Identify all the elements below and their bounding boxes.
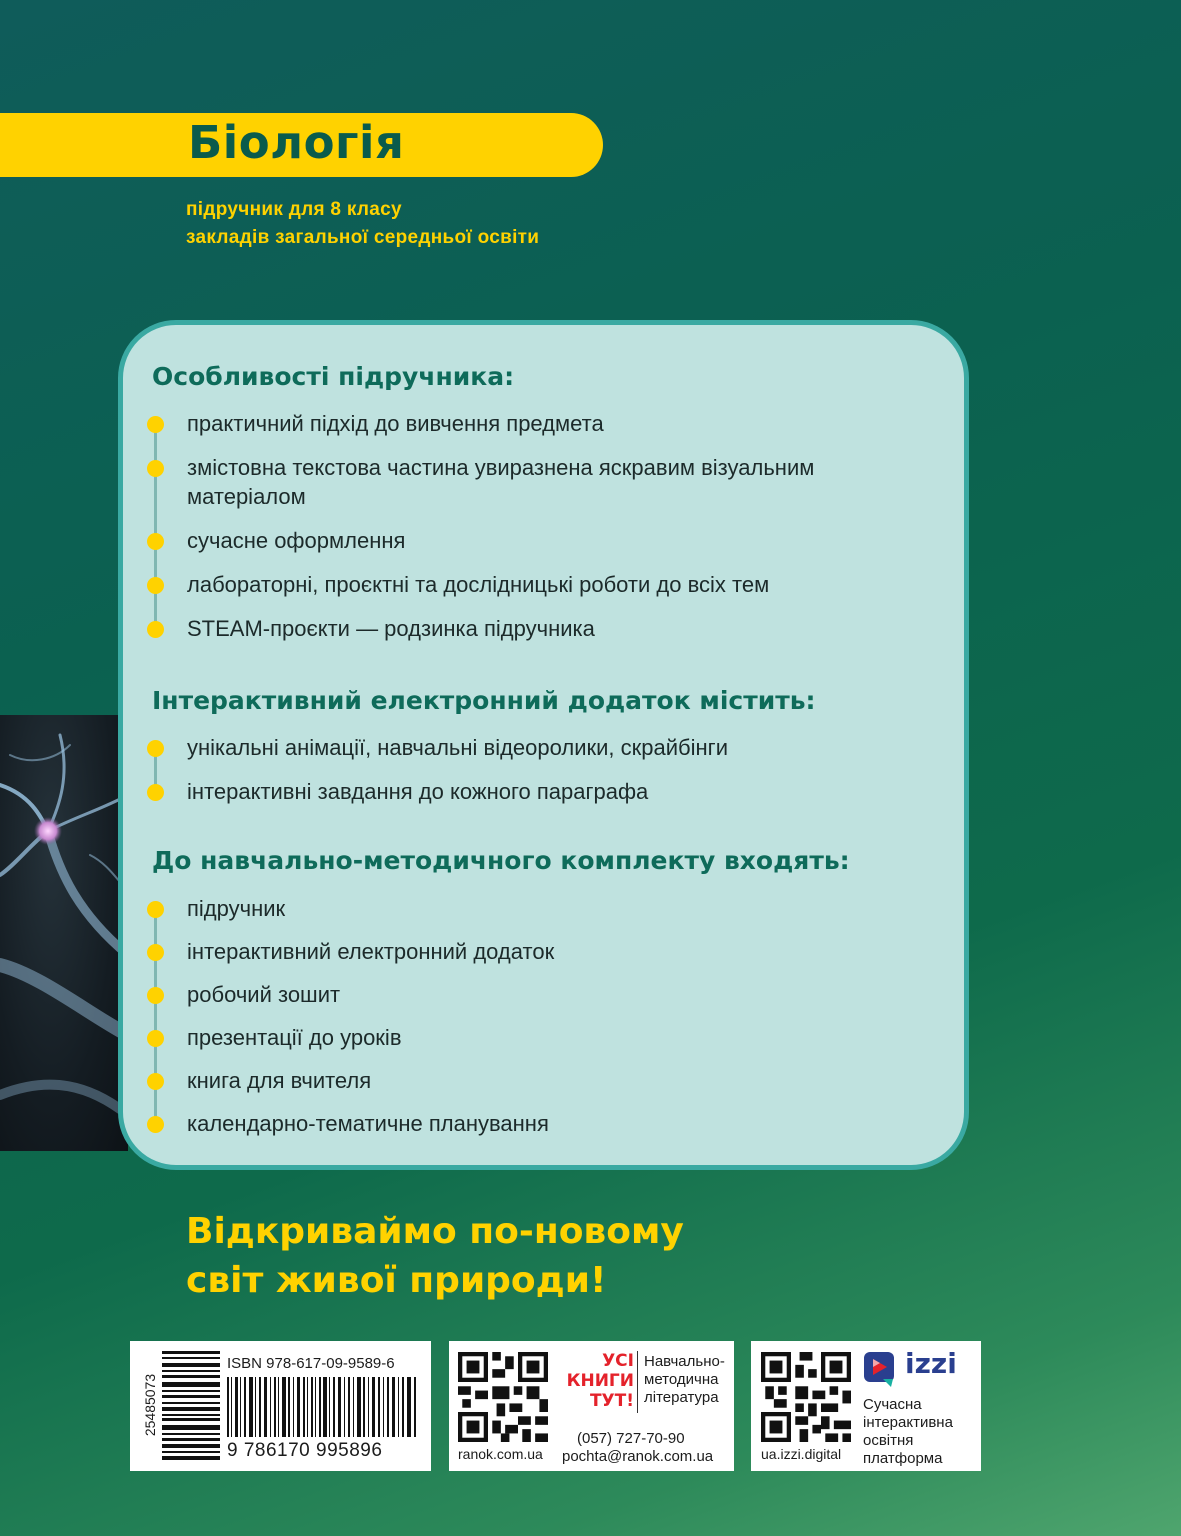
list-item: змістовна текстова частина увиразнена яскравим візуальним матеріалом	[150, 453, 850, 511]
list-item: інтерактивні завдання до кожного параграфа	[150, 777, 728, 806]
subtitle-line: закладів загальної середньої освіти	[186, 227, 540, 248]
ranok-phone: (057) 727-70-90	[577, 1430, 685, 1447]
bullet-icon	[147, 1073, 164, 1090]
interactive-heading: Інтерактивний електронний додаток містить:	[152, 686, 816, 715]
list-item: підручник	[150, 894, 554, 923]
bullet-icon	[147, 621, 164, 638]
list-item: унікальні анімації, навчальні відеоролики, скрайбінги	[150, 733, 728, 762]
barcode-side-code: 25485073	[142, 1373, 158, 1437]
ranok-label: Навчально- методична література	[644, 1353, 725, 1406]
kit-list	[150, 894, 554, 1138]
bullet-icon	[147, 1030, 164, 1047]
list-item: інтерактивний електронний додаток	[150, 937, 554, 966]
isbn-text: ISBN 978-617-09-9589-6	[227, 1355, 395, 1372]
bullet-icon	[147, 944, 164, 961]
subtitle-line: підручник для 8 класу	[186, 199, 402, 220]
bullet-icon	[147, 740, 164, 757]
list-item: робочий зошит	[150, 980, 554, 1009]
izzi-logo-icon	[863, 1351, 897, 1391]
qr-code-icon	[761, 1352, 851, 1442]
kit-heading: До навчально-методичного комплекту входять:	[152, 846, 850, 875]
barcode-number: 9 786170 995896	[227, 1440, 383, 1461]
interactive-list	[150, 733, 728, 806]
qr-code-icon	[458, 1352, 548, 1442]
bullet-icon	[147, 577, 164, 594]
ranok-box	[449, 1341, 734, 1471]
slogan	[186, 1207, 684, 1305]
bullet-icon	[147, 1116, 164, 1133]
barcode-box	[130, 1341, 431, 1471]
barcode-icon	[162, 1351, 220, 1461]
ranok-site: ranok.com.ua	[458, 1446, 543, 1462]
all-books-badge: УСІ КНИГИ ТУТ!	[566, 1351, 634, 1411]
list-item: книга для вчителя	[150, 1066, 554, 1095]
bullet-icon	[147, 416, 164, 433]
list-item: лабораторні, проєктні та дослідницькі роботи до всіх тем	[150, 570, 850, 599]
neuron-image	[0, 715, 128, 1151]
izzi-tagline: Сучасна інтерактивна освітня платформа	[863, 1396, 953, 1467]
bullet-icon	[147, 987, 164, 1004]
ranok-email: pochta@ranok.com.ua	[562, 1448, 714, 1465]
list-item: STEAM-проєкти — родзинка підручника	[150, 614, 850, 643]
slogan-line: світ живої природи!	[186, 1260, 607, 1301]
list-item: презентації до уроків	[150, 1023, 554, 1052]
slogan-line: Відкриваймо по-новому	[186, 1211, 684, 1252]
bullet-icon	[147, 460, 164, 477]
izzi-site: ua.izzi.digital	[761, 1446, 842, 1462]
list-item: практичний підхід до вивчення предмета	[150, 409, 850, 438]
izzi-brand: izzi	[905, 1347, 957, 1380]
bullet-icon	[147, 533, 164, 550]
features-list	[150, 409, 850, 643]
features-heading: Особливості підручника:	[152, 362, 515, 391]
bullet-icon	[147, 901, 164, 918]
bullet-icon	[147, 784, 164, 801]
divider	[637, 1351, 638, 1413]
izzi-box	[751, 1341, 981, 1471]
barcode-lines-icon	[227, 1377, 417, 1437]
book-subtitle	[186, 196, 539, 252]
book-title: Біологія	[188, 116, 405, 169]
list-item: сучасне оформлення	[150, 526, 850, 555]
list-item: календарно-тематичне планування	[150, 1109, 554, 1138]
